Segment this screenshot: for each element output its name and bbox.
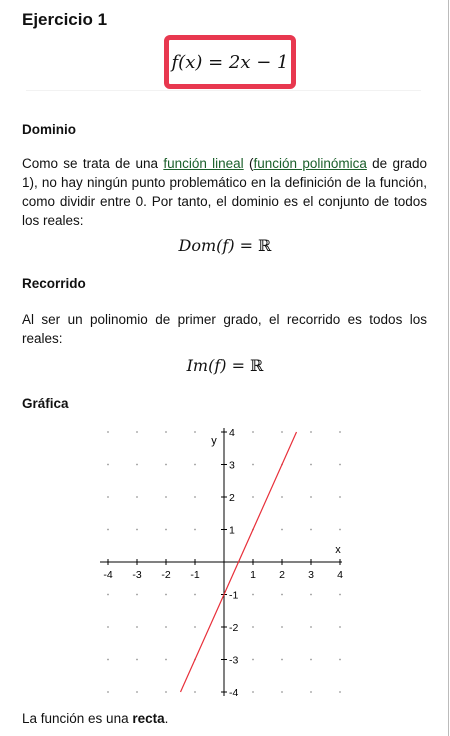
range-paragraph: Al ser un polinomio de primer grado, el recorrido es todos los reales: <box>22 312 427 346</box>
x-tick-label: -4 <box>103 569 113 581</box>
grid-dot <box>252 626 254 628</box>
domain-text-2: ( <box>243 156 254 171</box>
domain-heading: Dominio <box>22 122 76 137</box>
grid-dot <box>310 594 312 596</box>
y-tick-label: 1 <box>229 524 235 537</box>
y-tick-label: 2 <box>229 492 235 504</box>
x-tick-label: 3 <box>308 569 314 581</box>
grid-dot <box>339 496 341 498</box>
grid-dot <box>165 529 167 531</box>
grid-dot <box>107 431 109 433</box>
conclusion-text <box>22 711 168 726</box>
domain-text-3: de grado 1), no hay ningún punto problemático en la definición de la función, como dividir entre 0. Por tanto, el dominio es el conjunto de todos los reales: <box>22 156 428 228</box>
grid-dot <box>136 626 138 628</box>
grid-dot <box>339 594 341 596</box>
y-tick-label: -3 <box>229 654 239 667</box>
grid-dot <box>107 496 109 498</box>
grid-dot <box>194 529 196 531</box>
x-tick-label: 4 <box>337 569 343 581</box>
link-funcion-polinomica[interactable]: función polinómica <box>253 156 367 171</box>
grid-dot <box>252 431 254 433</box>
y-axis-label: y <box>211 435 217 447</box>
grid-dot <box>194 431 196 433</box>
grid-dot <box>194 691 196 693</box>
domain-formula-lhs: Dom(f) <box>178 236 235 255</box>
grid-dot <box>310 464 312 466</box>
x-axis-label: x <box>335 544 341 556</box>
grid-dot <box>310 691 312 693</box>
x-tick-label: -2 <box>161 569 171 581</box>
grid-dot <box>136 464 138 466</box>
range-formula-lhs: Im(f) <box>186 356 227 375</box>
grid-dot <box>252 691 254 693</box>
grid-dot <box>107 594 109 596</box>
grid-dot <box>281 626 283 628</box>
function-formula: f(x) = 2x − 1 <box>171 51 289 73</box>
exercise-title: Ejercicio 1 <box>22 10 108 29</box>
domain-formula-rhs: = ℝ <box>234 236 272 255</box>
grid-dot <box>252 496 254 498</box>
x-tick-label: -3 <box>132 569 142 581</box>
grid-dot <box>107 529 109 531</box>
grid-dot <box>339 659 341 661</box>
grid-dot <box>136 691 138 693</box>
y-tick-label: -2 <box>229 622 239 634</box>
grid-dot <box>339 626 341 628</box>
grid-dot <box>107 464 109 466</box>
grid-dot <box>136 529 138 531</box>
grid-dot <box>281 691 283 693</box>
grid-dot <box>165 431 167 433</box>
grid-dot <box>339 431 341 433</box>
grid-dot <box>165 464 167 466</box>
grid-dot <box>310 626 312 628</box>
y-tick-label: 3 <box>229 459 235 472</box>
grid-dot <box>136 496 138 498</box>
conclusion-bold: recta <box>132 711 165 726</box>
range-formula-rhs: = ℝ <box>226 356 264 375</box>
range-formula <box>0 356 450 375</box>
grid-dot <box>107 691 109 693</box>
grid-dot <box>165 659 167 661</box>
grid-dot <box>136 431 138 433</box>
domain-paragraph <box>22 154 427 230</box>
grid-dot <box>107 626 109 628</box>
x-tick-label: -1 <box>190 569 200 581</box>
grid-dot <box>165 594 167 596</box>
domain-text-1: Como se trata de una <box>22 156 164 171</box>
grid-dot <box>281 496 283 498</box>
conclusion-before: La función es una <box>22 711 133 726</box>
function-graph <box>100 424 360 702</box>
grid-dot <box>281 431 283 433</box>
grid-dot <box>165 691 167 693</box>
grid-dot <box>310 496 312 498</box>
grid-dot <box>165 626 167 628</box>
grid-dot <box>281 529 283 531</box>
grid-dot <box>194 594 196 596</box>
function-formula-box <box>164 35 296 89</box>
grid-dot <box>281 594 283 596</box>
grid-dot <box>107 659 109 661</box>
grid-dot <box>281 659 283 661</box>
domain-formula <box>0 236 450 255</box>
range-heading: Recorrido <box>22 276 86 291</box>
grid-dot <box>252 594 254 596</box>
grid-dot <box>339 691 341 693</box>
grid-dot <box>165 496 167 498</box>
y-tick-label: -1 <box>229 589 239 602</box>
grid-dot <box>136 659 138 661</box>
grid-dot <box>194 464 196 466</box>
x-tick-label: 2 <box>279 569 285 581</box>
grid-dot <box>194 496 196 498</box>
x-tick-label: 1 <box>250 569 256 581</box>
grid-dot <box>339 464 341 466</box>
grid-dot <box>310 529 312 531</box>
conclusion-after: . <box>164 711 169 726</box>
grid-dot <box>194 626 196 628</box>
divider <box>26 90 421 91</box>
grid-dot <box>310 431 312 433</box>
y-tick-label: 4 <box>229 427 235 439</box>
grid-dot <box>252 464 254 466</box>
y-tick-label: -4 <box>229 687 239 699</box>
grid-dot <box>339 529 341 531</box>
grid-dot <box>310 659 312 661</box>
grid-dot <box>252 659 254 661</box>
grid-dot <box>136 594 138 596</box>
graph-heading: Gráfica <box>22 396 69 411</box>
link-funcion-lineal[interactable]: función lineal <box>163 156 244 171</box>
